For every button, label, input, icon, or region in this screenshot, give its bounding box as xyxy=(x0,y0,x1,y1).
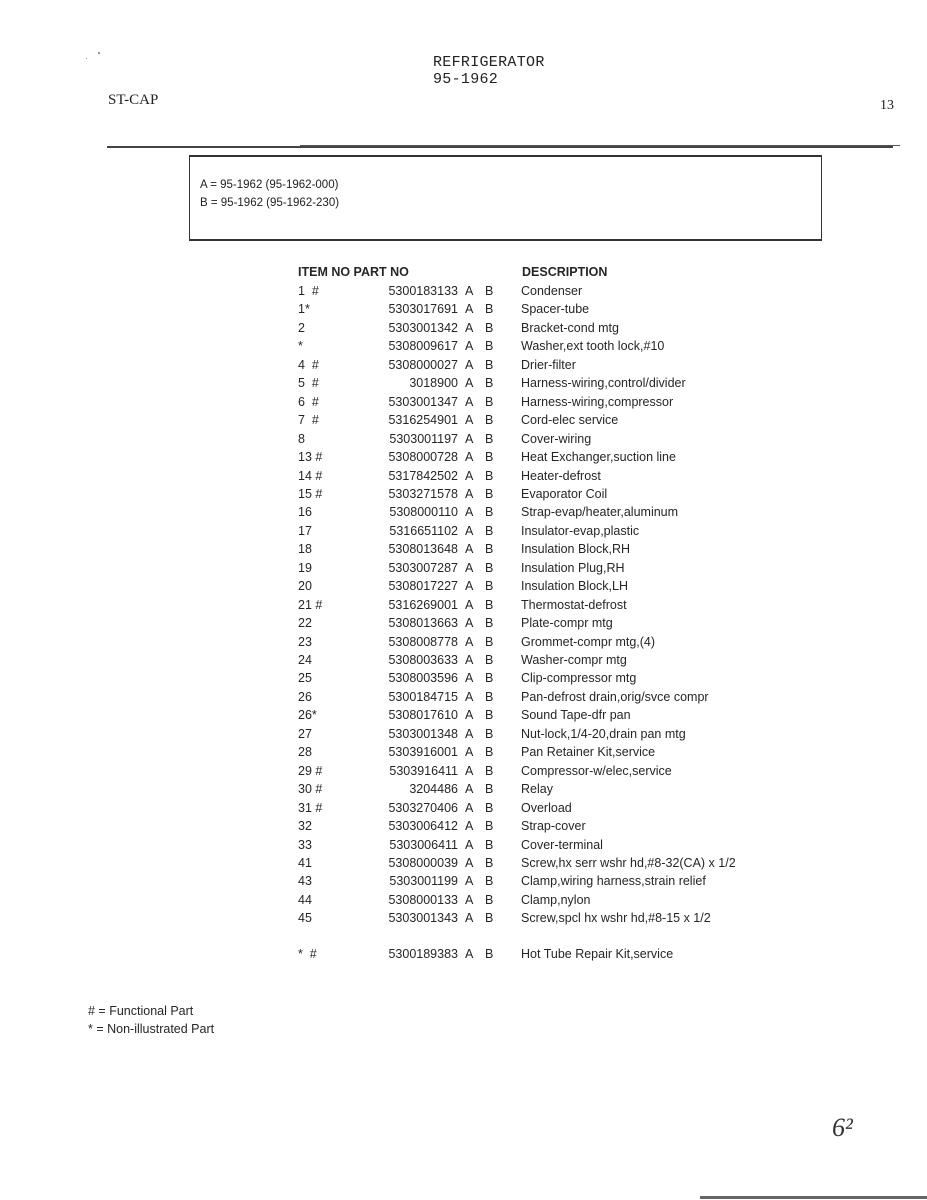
model-a-flag: A xyxy=(465,523,474,538)
model-b-flag: B xyxy=(485,653,494,667)
item-number: 17 xyxy=(298,523,312,538)
part-number: 5308017227 xyxy=(388,579,458,594)
item-number: 18 xyxy=(298,542,312,557)
handwritten-page-mark: 6² xyxy=(832,1113,853,1142)
part-number: 5308009617 xyxy=(388,339,458,354)
item-number: 32 xyxy=(298,819,312,834)
part-description: Condenser xyxy=(521,284,583,298)
item-number: 19 xyxy=(298,560,312,575)
part-number: 5303001348 xyxy=(388,726,458,741)
model-b-flag: B xyxy=(485,560,494,575)
model-a-flag: A xyxy=(465,819,474,834)
symbol-legend xyxy=(88,1002,214,1038)
item-number: 4 # xyxy=(298,357,319,372)
part-description: Overload xyxy=(521,800,572,815)
part-description: Harness-wiring,control/divider xyxy=(521,376,686,391)
item-number: 26 xyxy=(298,689,312,704)
model-b-flag: B xyxy=(485,523,494,538)
model-b-flag: B xyxy=(485,745,494,760)
doc-code: ST-CAP xyxy=(108,92,159,108)
model-b-flag: B xyxy=(485,413,494,428)
model-a-flag: A xyxy=(465,763,474,778)
part-number: 5303006411 xyxy=(389,837,458,852)
model-a-flag: A xyxy=(465,597,474,612)
model-a-flag: A xyxy=(465,505,474,520)
part-number: 5308008778 xyxy=(388,634,458,649)
model-b-flag: B xyxy=(485,837,494,852)
model-a-flag: A xyxy=(465,837,474,852)
item-number: 6 # xyxy=(298,394,319,409)
item-number: 25 xyxy=(298,671,312,686)
model-b-flag: B xyxy=(485,763,494,778)
part-description: Plate-compr mtg xyxy=(521,616,613,631)
part-number: 5316651102 xyxy=(389,523,458,538)
model-a-flag: A xyxy=(465,800,474,815)
bottom-scan-edge xyxy=(700,1196,927,1199)
model-b-flag: B xyxy=(485,855,494,870)
part-description: Clamp,wiring harness,strain relief xyxy=(521,874,706,889)
model-a-flag: A xyxy=(465,468,474,483)
item-number: * xyxy=(298,339,303,354)
part-number: 5308003596 xyxy=(388,671,458,686)
legend-non-illustrated: * = Non-illustrated Part xyxy=(88,1022,215,1036)
model-b-flag: B xyxy=(485,634,494,649)
model-a-flag: A xyxy=(465,946,474,961)
model-a-flag: A xyxy=(465,653,474,667)
part-number: 5308003633 xyxy=(388,653,458,667)
part-description: Sound Tape-dfr pan xyxy=(521,708,631,723)
part-number: 5303001347 xyxy=(388,394,458,409)
model-a-line: A = 95-1962 (95-1962-000) xyxy=(200,179,339,191)
scan-speck xyxy=(86,58,87,59)
model-b-flag: B xyxy=(485,486,494,501)
model-a-flag: A xyxy=(465,357,474,372)
model-b-flag: B xyxy=(485,616,494,631)
item-number: 13 # xyxy=(298,450,323,465)
model-a-flag: A xyxy=(465,874,474,889)
model-a-flag: A xyxy=(465,616,474,631)
model-a-flag: A xyxy=(465,394,474,409)
part-description: Clamp,nylon xyxy=(521,892,591,907)
model-a-flag: A xyxy=(465,284,474,298)
model-a-flag: A xyxy=(465,689,474,704)
part-number: 5308000728 xyxy=(388,450,458,465)
part-description: Grommet-compr mtg,(4) xyxy=(521,634,656,649)
item-number: 28 xyxy=(298,745,312,760)
model-b-flag: B xyxy=(485,819,494,834)
part-description: Heat Exchanger,suction line xyxy=(521,450,676,465)
header-description: DESCRIPTION xyxy=(522,265,608,279)
item-number: 7 # xyxy=(298,413,319,428)
item-number: 14 # xyxy=(298,468,323,483)
part-description: Compressor-w/elec,service xyxy=(521,763,672,778)
part-number: 5300184715 xyxy=(388,689,458,704)
part-description: Bracket-cond mtg xyxy=(521,320,619,335)
item-number: 15 # xyxy=(298,486,323,501)
model-a-flag: A xyxy=(465,339,474,354)
model-b-flag: B xyxy=(485,284,494,298)
part-description: Screw,spcl hx wshr hd,#8-15 x 1/2 xyxy=(521,911,711,926)
item-number: 26* xyxy=(298,708,317,723)
model-a-flag: A xyxy=(465,450,474,465)
model-a-flag: A xyxy=(465,855,474,870)
item-number: 22 xyxy=(298,616,312,631)
item-number: 2 xyxy=(298,320,305,335)
model-b-flag: B xyxy=(485,782,494,797)
title-model: 95-1962 xyxy=(433,71,499,88)
model-b-flag: B xyxy=(485,892,494,907)
model-a-flag: A xyxy=(465,376,474,391)
part-number: 5303916001 xyxy=(388,745,458,760)
part-description: Washer-compr mtg xyxy=(521,653,627,667)
model-b-flag: B xyxy=(485,505,494,520)
page-number: 13 xyxy=(880,98,894,113)
part-number: 5308013648 xyxy=(388,542,458,557)
model-a-flag: A xyxy=(465,726,474,741)
item-number: 27 xyxy=(298,726,312,741)
part-number: 5316254901 xyxy=(388,413,458,428)
model-b-flag: B xyxy=(485,800,494,815)
model-a-flag: A xyxy=(465,431,474,446)
model-b-flag: B xyxy=(485,302,494,317)
model-a-flag: A xyxy=(465,782,474,797)
model-b-line: B = 95-1962 (95-1962-230) xyxy=(200,197,340,209)
model-b-flag: B xyxy=(485,946,494,961)
model-b-flag: B xyxy=(485,689,494,704)
model-a-flag: A xyxy=(465,634,474,649)
model-a-flag: A xyxy=(465,302,474,317)
part-description: Relay xyxy=(521,782,553,797)
part-number: 5303001342 xyxy=(388,320,458,335)
item-number: 45 xyxy=(298,911,312,926)
part-number: 3204486 xyxy=(409,782,458,797)
item-number: 21 # xyxy=(298,597,323,612)
item-number: 33 xyxy=(298,837,312,852)
part-description: Cover-terminal xyxy=(521,837,603,852)
model-b-flag: B xyxy=(485,357,494,372)
item-number: 1 # xyxy=(298,284,319,298)
part-number: 5308013663 xyxy=(388,616,458,631)
model-a-flag: A xyxy=(465,708,474,723)
model-a-flag: A xyxy=(465,413,474,428)
model-a-flag: A xyxy=(465,560,474,575)
model-b-flag: B xyxy=(485,911,494,926)
model-a-flag: A xyxy=(465,745,474,760)
item-number: 29 # xyxy=(298,763,323,778)
part-number: 5303001343 xyxy=(388,911,458,926)
item-number: 31 # xyxy=(298,800,323,815)
part-number: 5300189383 xyxy=(388,946,458,961)
part-description: Screw,hx serr wshr hd,#8-32(CA) x 1/2 xyxy=(521,855,736,870)
part-description: Cord-elec service xyxy=(521,413,619,428)
part-description: Clip-compressor mtg xyxy=(521,671,637,686)
model-b-flag: B xyxy=(485,874,494,889)
header-divider xyxy=(107,146,893,148)
part-number: 5308000027 xyxy=(388,357,458,372)
part-description: Nut-lock,1/4-20,drain pan mtg xyxy=(521,726,686,741)
part-number: 5316269001 xyxy=(388,597,458,612)
model-a-flag: A xyxy=(465,579,474,594)
document-title xyxy=(433,54,545,88)
part-number: 5308000133 xyxy=(388,892,458,907)
part-description: Drier-filter xyxy=(521,357,576,372)
part-number: 5308017610 xyxy=(388,708,458,723)
model-a-flag: A xyxy=(465,542,474,557)
part-description: Insulation Plug,RH xyxy=(521,560,625,575)
item-number: 1* xyxy=(298,302,310,317)
item-number: 23 xyxy=(298,634,312,649)
header-divider-shadow xyxy=(300,145,900,146)
part-number: 5303017691 xyxy=(388,302,458,317)
model-b-flag: B xyxy=(485,726,494,741)
part-number: 5300183133 xyxy=(388,284,458,298)
legend-functional: # = Functional Part xyxy=(88,1004,194,1018)
part-description: Strap-evap/heater,aluminum xyxy=(521,505,679,520)
model-b-flag: B xyxy=(485,671,494,686)
item-number: 5 # xyxy=(298,376,319,391)
part-description: Pan-defrost drain,orig/svce compr xyxy=(521,689,709,704)
model-b-flag: B xyxy=(485,450,494,465)
item-number: 8 xyxy=(298,431,305,446)
part-number: 5303001199 xyxy=(389,874,458,889)
model-b-flag: B xyxy=(485,708,494,723)
part-description: Hot Tube Repair Kit,service xyxy=(521,946,674,961)
header-item-part: ITEM NO PART NO xyxy=(298,265,409,279)
part-number: 5303007287 xyxy=(388,560,458,575)
part-description: Insulation Block,RH xyxy=(521,542,631,557)
model-b-flag: B xyxy=(485,376,494,391)
part-description: Heater-defrost xyxy=(521,468,601,483)
item-number: 16 xyxy=(298,505,312,520)
part-number: 5308000110 xyxy=(389,505,458,520)
part-description: Harness-wiring,compressor xyxy=(521,394,674,409)
model-b-flag: B xyxy=(485,597,494,612)
title-product: REFRIGERATOR xyxy=(433,54,545,71)
part-number: 5303270406 xyxy=(388,800,458,815)
item-number: 41 xyxy=(298,855,312,870)
model-legend-box xyxy=(189,155,822,241)
model-a-flag: A xyxy=(465,320,474,335)
model-a-flag: A xyxy=(465,911,474,926)
item-number: 24 xyxy=(298,653,312,667)
model-b-flag: B xyxy=(485,468,494,483)
item-number: 20 xyxy=(298,579,312,594)
part-number: 5303001197 xyxy=(389,431,458,446)
part-number: 5317842502 xyxy=(388,468,458,483)
model-a-flag: A xyxy=(465,671,474,686)
model-b-flag: B xyxy=(485,339,494,354)
model-b-flag: B xyxy=(485,579,494,594)
item-number: 30 # xyxy=(298,782,323,797)
part-description: Insulation Block,LH xyxy=(521,579,629,594)
part-description: Spacer-tube xyxy=(521,302,590,317)
item-number: * # xyxy=(298,946,317,961)
part-description: Thermostat-defrost xyxy=(521,597,627,612)
part-number: 3018900 xyxy=(409,376,458,391)
part-number: 5303006412 xyxy=(388,819,458,834)
part-description: Cover-wiring xyxy=(521,431,592,446)
model-b-flag: B xyxy=(485,394,494,409)
model-a-flag: A xyxy=(465,486,474,501)
part-description: Washer,ext tooth lock,#10 xyxy=(521,339,665,354)
part-number: 5303916411 xyxy=(389,763,458,778)
model-b-flag: B xyxy=(485,431,494,446)
scan-speck xyxy=(98,52,100,54)
part-description: Insulator-evap,plastic xyxy=(521,523,640,538)
part-number: 5308000039 xyxy=(388,855,458,870)
part-description: Strap-cover xyxy=(521,819,586,834)
model-b-flag: B xyxy=(485,542,494,557)
part-description: Evaporator Coil xyxy=(521,486,608,501)
part-description: Pan Retainer Kit,service xyxy=(521,745,656,760)
item-number: 43 xyxy=(298,874,312,889)
model-b-flag: B xyxy=(485,320,494,335)
part-number: 5303271578 xyxy=(388,486,458,501)
model-a-flag: A xyxy=(465,892,474,907)
item-number: 44 xyxy=(298,892,312,907)
